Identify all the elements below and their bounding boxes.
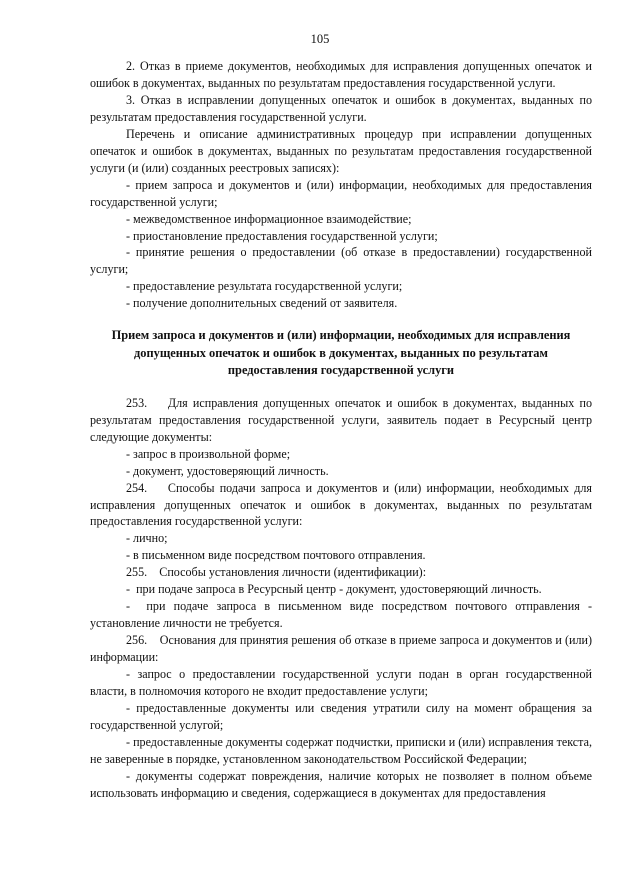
paragraph: - предоставление результата государственной услуги; [126,279,403,294]
paragraph: - запрос о предоставлении государственной услуги подан в орган государственной власти, в полномочия которого не входит предоставление услуги; [90,667,592,698]
paragraph: - документы содержат повреждения, наличие которых не позволяет в полном объеме использовать информацию и сведения, содержащиеся в документах для предоставления [90,768,592,800]
paragraph: - запрос в произвольной форме; [126,446,291,461]
section-heading: Прием запроса и документов и (или) информации, необходимых для исправления допущенных опечаток и ошибок в документах, выданных по результатам предоставления государственной услуги [111,328,571,378]
section-after-heading [90,395,592,802]
paragraph: 255. Способы установления личности (идентификации): [126,565,427,580]
paragraph: - при подаче запроса в письменном виде посредством почтового отправления - установление личности не требуется. [90,599,592,631]
section-before-heading [90,58,592,312]
paragraph: - в письменном виде посредством почтового отправления. [126,548,426,563]
paragraph: - предоставленные документы содержат подчистки, приписки и (или) исправления текста, не заверенные в порядке, установленном законодательством Российской Федерации; [90,734,592,766]
paragraph: - приостановление предоставления государственной услуги; [126,228,438,243]
paragraph: 2. Отказ в приеме документов, необходимых для исправления допущенных опечаток и ошибок в документах, выданных по результатам предоставления государственной услуги. [90,59,592,90]
paragraph: - лично; [126,531,168,546]
paragraph: 256. Основания для принятия решения об отказе в приеме запроса и документов и (или) информации: [90,633,592,665]
page-number: 105 [310,32,330,46]
paragraph: 3. Отказ в исправлении допущенных опечаток и ошибок в документах, выданных по результатам предоставления государственной услуги. [90,92,592,124]
document-body [90,58,592,802]
paragraph: - межведомственное информационное взаимодействие; [126,211,412,226]
paragraph: Перечень и описание административных процедур при исправлении допущенных опечаток и ошибок в документах, выданных по результатам предоставления государственной услуги (и (или) созданных реестровых записях): [90,126,592,175]
paragraph: - прием запроса и документов и (или) информации, необходимых для предоставления государственной услуги; [90,177,592,209]
paragraph: - предоставленные документы или сведения утратили силу на момент обращения за государственной услугой; [90,700,592,732]
paragraph: 253. Для исправления допущенных опечаток и ошибок в документах, выданных по результатам предоставления государственной услуги, заявитель подает в Ресурсный центр следующие документы: [90,395,592,444]
paragraph: - документ, удостоверяющий личность. [126,463,329,478]
paragraph: - при подаче запроса в Ресурсный центр - документ, удостоверяющий личность. [126,582,542,597]
paragraph: - принятие решения о предоставлении (об отказе в предоставлении) государственной услуги; [90,245,592,277]
paragraph: 254. Способы подачи запроса и документов и (или) информации, необходимых для исправления допущенных опечаток и ошибок в документах, выданных по результатам предоставления государственной услуги: [90,480,592,529]
paragraph: - получение дополнительных сведений от заявителя. [126,296,398,311]
